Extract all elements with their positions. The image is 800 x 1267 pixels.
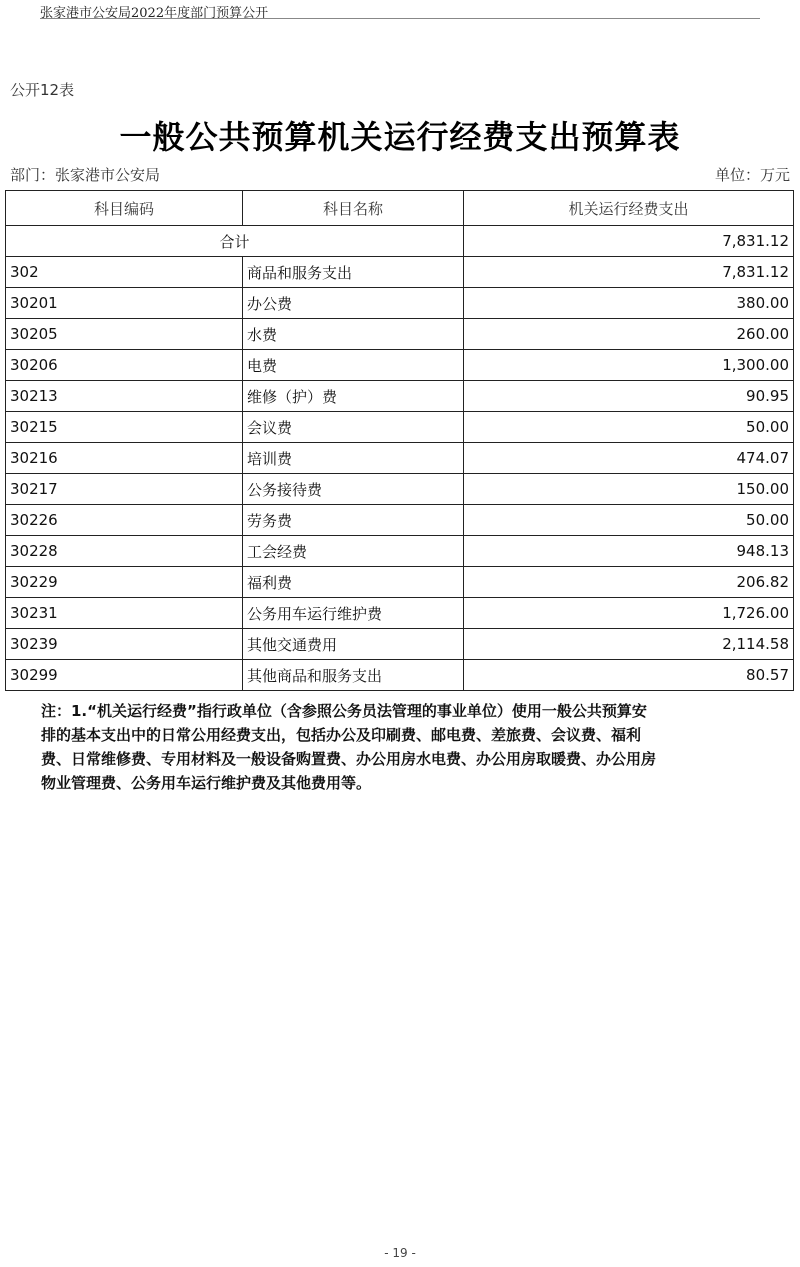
row-code: 30239 (6, 629, 243, 660)
row-amount: 90.95 (464, 381, 794, 412)
table-row (6, 257, 794, 288)
row-amount: 206.82 (464, 567, 794, 598)
row-code: 30213 (6, 381, 243, 412)
page-number: - 19 - (384, 1246, 416, 1260)
row-amount: 2,114.58 (464, 629, 794, 660)
column-header-name: 科目名称 (243, 191, 464, 226)
row-code: 30201 (6, 288, 243, 319)
table-row (6, 660, 794, 691)
row-amount: 948.13 (464, 536, 794, 567)
row-amount: 260.00 (464, 319, 794, 350)
table-row (6, 350, 794, 381)
footnote-line: 注：1.“机关运行经费”指行政单位（含参照公务员法管理的事业单位）使用一般公共预算安 (41, 702, 647, 720)
table-row (6, 443, 794, 474)
total-label: 合计 (6, 226, 464, 257)
row-code: 30216 (6, 443, 243, 474)
table-row (6, 536, 794, 567)
row-code: 30215 (6, 412, 243, 443)
row-code: 30231 (6, 598, 243, 629)
row-code: 30228 (6, 536, 243, 567)
row-name: 公务用车运行维护费 (243, 598, 464, 629)
row-amount: 80.57 (464, 660, 794, 691)
row-name: 维修（护）费 (243, 381, 464, 412)
table-number: 公开12表 (10, 81, 75, 99)
row-code: 30206 (6, 350, 243, 381)
running-header: 张家港市公安局2022年度部门预算公开 (40, 6, 269, 21)
unit-label: 单位：万元 (714, 166, 790, 184)
row-name: 其他商品和服务支出 (243, 660, 464, 691)
table-row (6, 505, 794, 536)
department-label: 部门：张家港市公安局 (10, 166, 161, 184)
table-header-row (6, 191, 794, 226)
row-amount: 7,831.12 (464, 257, 794, 288)
total-amount: 7,831.12 (464, 226, 794, 257)
row-code: 30205 (6, 319, 243, 350)
page-title: 一般公共预算机关运行经费支出预算表 (119, 118, 681, 156)
row-name: 培训费 (243, 443, 464, 474)
table-row (6, 474, 794, 505)
table-row (6, 598, 794, 629)
row-name: 公务接待费 (243, 474, 464, 505)
table-row (6, 567, 794, 598)
row-name: 其他交通费用 (243, 629, 464, 660)
total-row (6, 226, 794, 257)
header-rule (40, 18, 760, 19)
row-amount: 50.00 (464, 412, 794, 443)
row-name: 水费 (243, 319, 464, 350)
table-row (6, 412, 794, 443)
table-row (6, 629, 794, 660)
row-amount: 1,300.00 (464, 350, 794, 381)
column-header-amount: 机关运行经费支出 (464, 191, 794, 226)
row-name: 商品和服务支出 (243, 257, 464, 288)
table-row (6, 381, 794, 412)
row-code: 30229 (6, 567, 243, 598)
row-amount: 150.00 (464, 474, 794, 505)
footnote-line: 费、日常维修费、专用材料及一般设备购置费、办公用房水电费、办公用房取暖费、办公用房 (41, 750, 657, 768)
row-name: 电费 (243, 350, 464, 381)
row-code: 30299 (6, 660, 243, 691)
row-code: 30217 (6, 474, 243, 505)
footnote-line: 排的基本支出中的日常公用经费支出，包括办公及印刷费、邮电费、差旅费、会议费、福利 (41, 726, 642, 744)
row-name: 工会经费 (243, 536, 464, 567)
row-amount: 50.00 (464, 505, 794, 536)
column-header-code: 科目编码 (6, 191, 243, 226)
row-name: 会议费 (243, 412, 464, 443)
row-code: 302 (6, 257, 243, 288)
footnote (41, 699, 753, 795)
row-code: 30226 (6, 505, 243, 536)
row-amount: 380.00 (464, 288, 794, 319)
row-amount: 474.07 (464, 443, 794, 474)
row-amount: 1,726.00 (464, 598, 794, 629)
table-row (6, 288, 794, 319)
table-row (6, 319, 794, 350)
footnote-line: 物业管理费、公务用车运行维护费及其他费用等。 (41, 774, 372, 792)
budget-table (5, 190, 794, 691)
row-name: 办公费 (243, 288, 464, 319)
row-name: 福利费 (243, 567, 464, 598)
row-name: 劳务费 (243, 505, 464, 536)
